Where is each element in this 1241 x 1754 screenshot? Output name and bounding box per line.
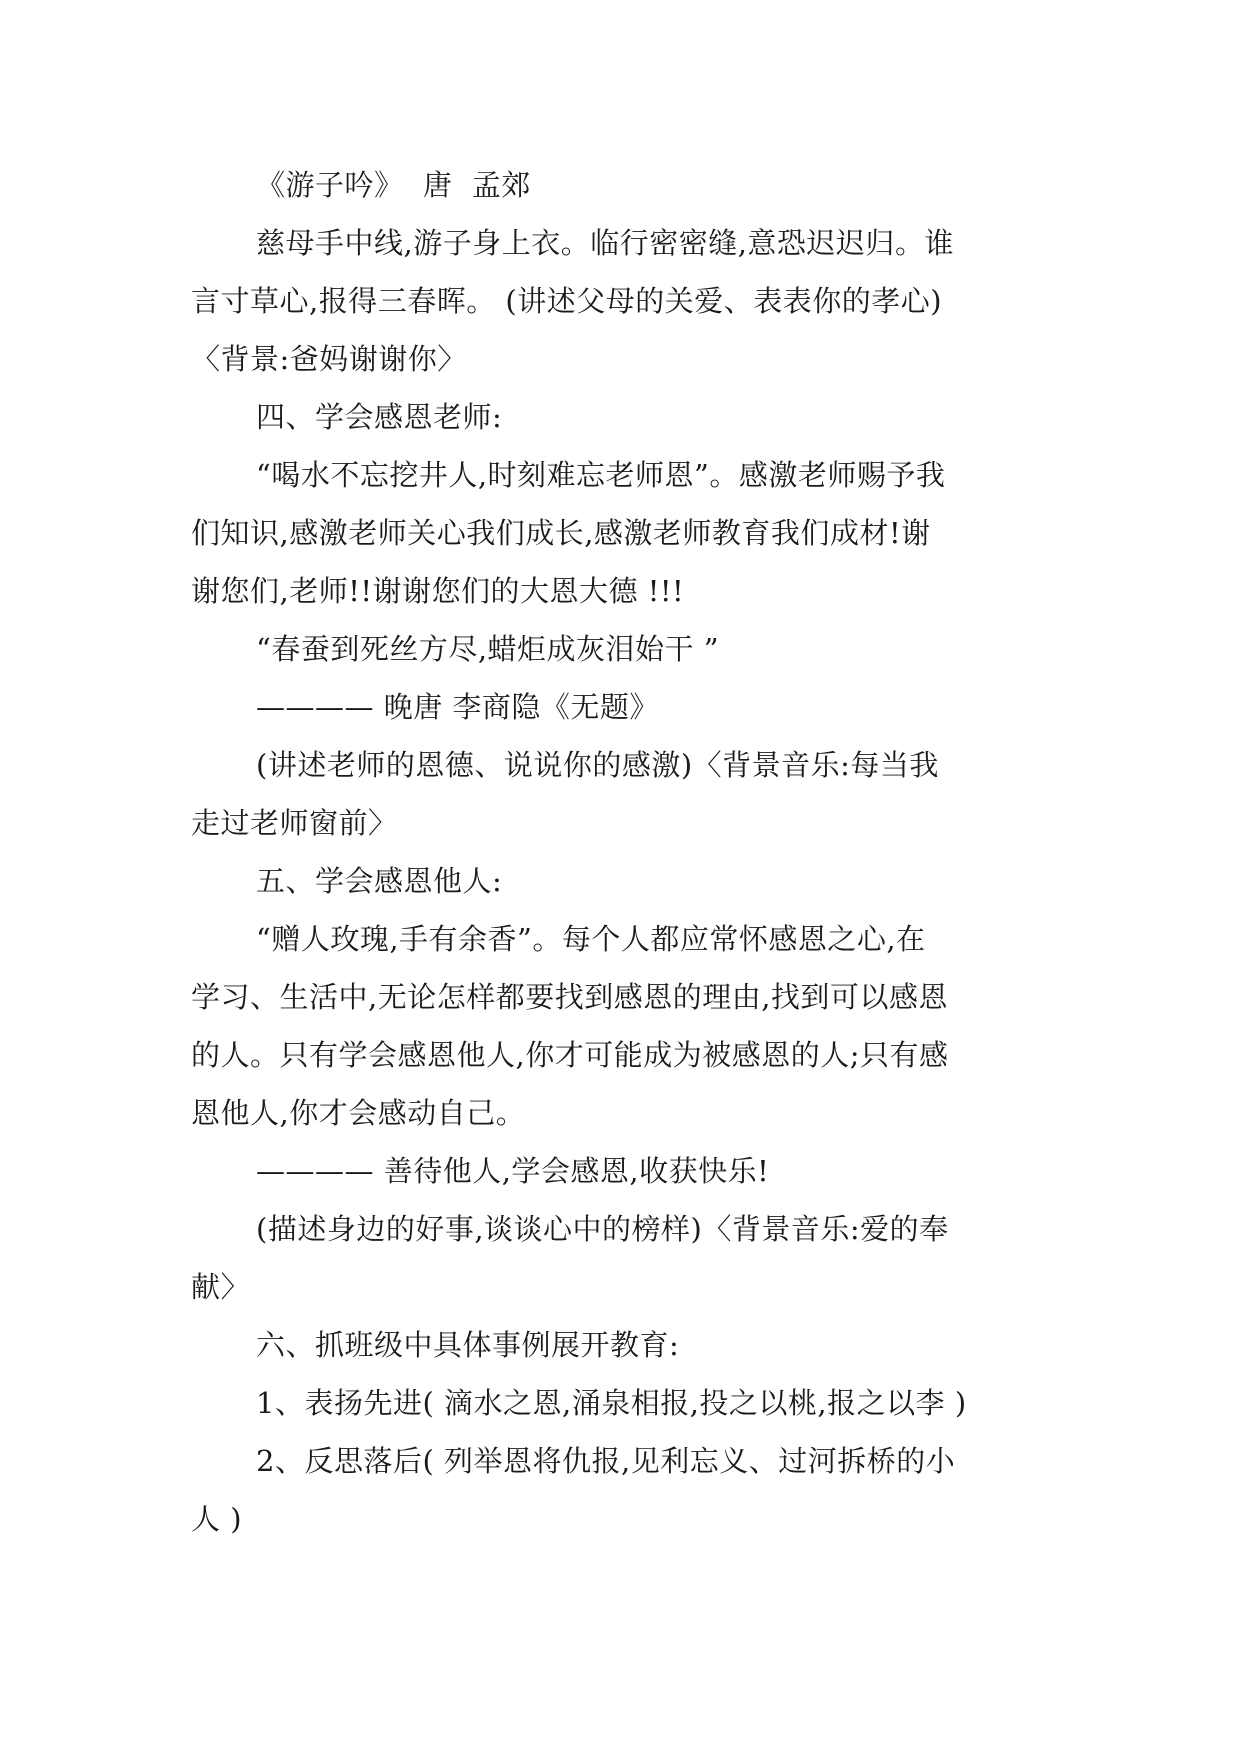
- paragraph-line: 恩他人,你才会感动自己。: [191, 1096, 526, 1130]
- section-heading: 六、抓班级中具体事例展开教育:: [256, 1328, 680, 1362]
- section-heading: 五、学会感恩他人:: [256, 864, 503, 898]
- quote-line: “春蚕到死丝方尽,蜡炬成灰泪始干 ”: [256, 632, 720, 666]
- paragraph-line: 们知识,感激老师关心我们成长,感激老师教育我们成材!谢: [191, 516, 931, 550]
- paragraph-line: 慈母手中线,游子身上衣。临行密密缝,意恐迟迟归。谁: [256, 226, 954, 260]
- list-item: 1、表扬先进( 滴水之恩,涌泉相报,投之以桃,报之以李 ): [256, 1386, 967, 1420]
- section-heading: 四、学会感恩老师:: [256, 400, 503, 434]
- paragraph-line: (讲述老师的恩德、说说你的感激)〈背景音乐:每当我: [256, 748, 939, 782]
- poem-title: 《游子吟》 唐 孟郊: [256, 168, 531, 202]
- paragraph-line: “喝水不忘挖井人,时刻难忘老师恩”。感激老师赐予我: [256, 458, 946, 492]
- paragraph-line: 走过老师窗前〉: [191, 806, 398, 840]
- paragraph-line: 学习、生活中,无论怎样都要找到感恩的理由,找到可以感恩: [191, 980, 948, 1014]
- paragraph-line: (描述身边的好事,谈谈心中的榜样)〈背景音乐:爱的奉: [256, 1212, 949, 1246]
- list-item: 2、反思落后( 列举恩将仇报,见利忘义、过河拆桥的小: [256, 1444, 956, 1478]
- attribution-line: ———— 善待他人,学会感恩,收获快乐!: [256, 1154, 770, 1188]
- paragraph-line: 的人。只有学会感恩他人,你才可能成为被感恩的人;只有感: [191, 1038, 949, 1072]
- paragraph-line: “赠人玫瑰,手有余香”。每个人都应常怀感恩之心,在: [256, 922, 926, 956]
- paragraph-line: 献〉: [191, 1270, 251, 1304]
- paragraph-line: 言寸草心,报得三春晖。 (讲述父母的关爱、表表你的孝心): [191, 284, 943, 318]
- attribution-line: ———— 晚唐 李商隐《无题》: [256, 690, 659, 724]
- paragraph-line: 谢您们,老师!!谢谢您们的大恩大德 !!!: [191, 574, 685, 608]
- paragraph-line: 人 ): [191, 1502, 243, 1536]
- paragraph-line: 〈背景:爸妈谢谢你〉: [191, 342, 467, 376]
